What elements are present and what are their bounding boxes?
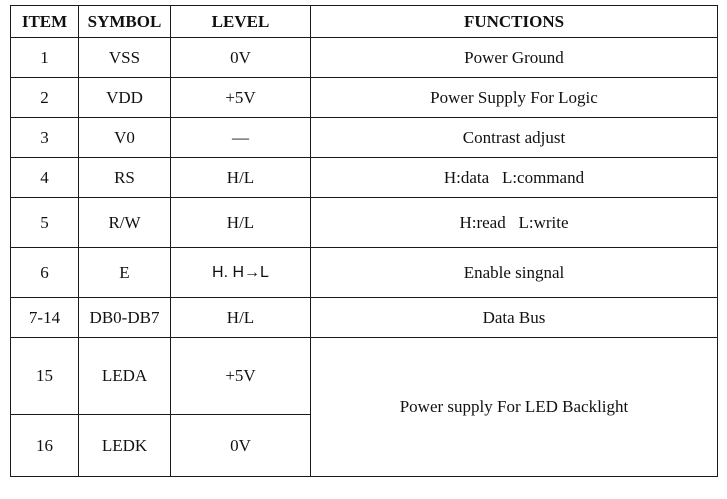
header-functions: FUNCTIONS — [311, 6, 718, 38]
level-cell: 0V — [171, 415, 311, 477]
level-cell: H/L — [171, 298, 311, 338]
level-cell: H/L — [171, 158, 311, 198]
table-row — [11, 298, 718, 338]
function-cell: Power Ground — [311, 38, 718, 78]
symbol-cell: LEDA — [79, 338, 171, 415]
item-cell: 15 — [11, 338, 79, 415]
symbol-cell: RS — [79, 158, 171, 198]
header-symbol: SYMBOL — [79, 6, 171, 38]
item-cell: 5 — [11, 198, 79, 248]
table-row — [11, 248, 718, 298]
header-item: ITEM — [11, 6, 79, 38]
function-cell: H:data L:command — [311, 158, 718, 198]
level-cell: +5V — [171, 338, 311, 415]
function-cell: Contrast adjust — [311, 118, 718, 158]
symbol-cell: E — [79, 248, 171, 298]
header-level: LEVEL — [171, 6, 311, 38]
merged-function-cell: Power supply For LED Backlight — [311, 338, 718, 477]
item-cell: 16 — [11, 415, 79, 477]
item-cell: 4 — [11, 158, 79, 198]
table-row — [11, 158, 718, 198]
table-row — [11, 338, 718, 415]
item-cell: 2 — [11, 78, 79, 118]
function-cell: H:read L:write — [311, 198, 718, 248]
function-cell: Data Bus — [311, 298, 718, 338]
level-cell: 0V — [171, 38, 311, 78]
item-cell: 3 — [11, 118, 79, 158]
level-cell: — — [171, 118, 311, 158]
table-row — [11, 38, 718, 78]
symbol-cell: R/W — [79, 198, 171, 248]
item-cell: 1 — [11, 38, 79, 78]
level-cell: H/L — [171, 198, 311, 248]
level-cell: H. H→L — [171, 248, 311, 298]
symbol-cell: VDD — [79, 78, 171, 118]
symbol-cell: DB0-DB7 — [79, 298, 171, 338]
table-row — [11, 198, 718, 248]
header-row — [11, 6, 718, 38]
item-cell: 7-14 — [11, 298, 79, 338]
function-cell: Power Supply For Logic — [311, 78, 718, 118]
symbol-cell: LEDK — [79, 415, 171, 477]
function-cell: Enable singnal — [311, 248, 718, 298]
table-row — [11, 78, 718, 118]
table-row — [11, 118, 718, 158]
symbol-cell: V0 — [79, 118, 171, 158]
level-cell: +5V — [171, 78, 311, 118]
pin-function-table — [10, 5, 718, 477]
symbol-cell: VSS — [79, 38, 171, 78]
item-cell: 6 — [11, 248, 79, 298]
